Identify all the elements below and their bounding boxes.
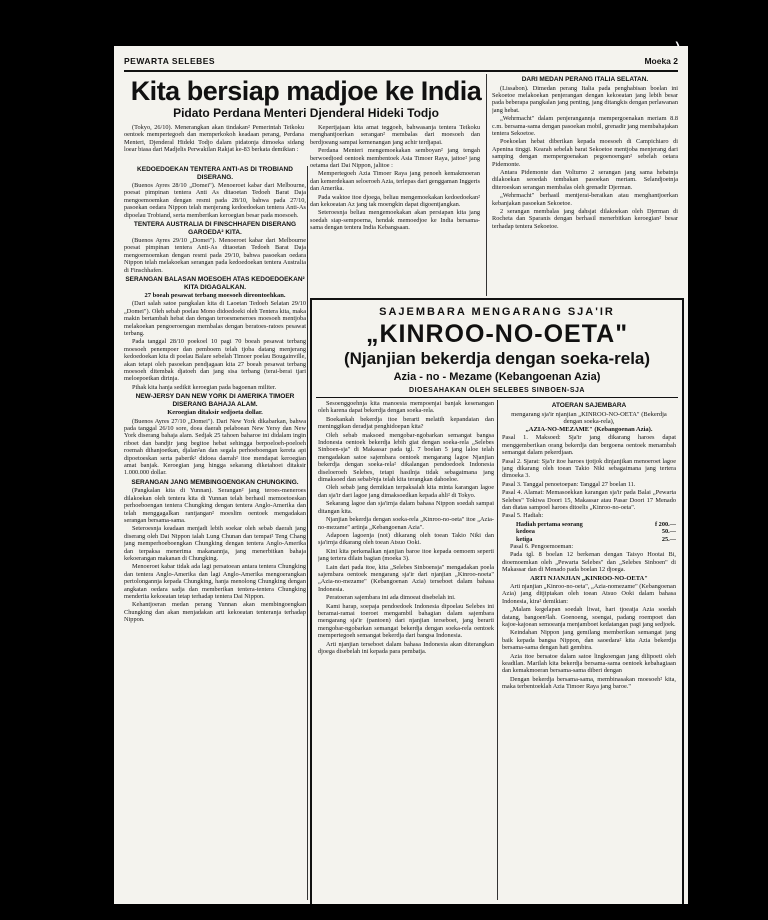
meaning-title: ARTI NJANJIAN „KINROO-NO-OETA" <box>530 574 648 582</box>
rule-item: Pasal 2. Sjarat: Sja'ir itoe haroes tjotjok dinjanjikan menoeroet lagoe jang dikarang oleh toean Takio Niki sebagaimana jang tertera dimoeka 3. <box>502 457 676 480</box>
prize-amount: 50.— <box>661 528 676 536</box>
paragraph: Perdana Menteri mengemoekakan semboyan² jang tengah berwoedjoed oentoek membentoek Asia Timoer Raya, jaitoe² jang oetama dari Dai Nippon, jalitoe : <box>310 147 480 170</box>
paragraph: Boekankah bekerdja itoe berarti melatih kepandaian dan meninggikan deradjat penghidoepan kita? <box>318 415 494 431</box>
rule-item: Pasal 5. Hadiah: <box>502 512 544 520</box>
paragraph: Pada tanggal 28/10 poekoel 10 pagi 70 boeah pesawat terbang moesoeh penempoer dan pemboem telah tjoba datang menjerang kedoedoekan kita di poelau Balare sebelah Timoer poelau Bougainville, akan tetapi oleh pasoekan pendjagaan kita 27 boeah pesawat terbang moesoeh ditembak djatoeh dan jang sisa terbang (terai-berai tjari meloepoetkan dirinja. <box>124 338 306 383</box>
rule-item: Pasal 6. Pengoemoeman: <box>510 543 574 551</box>
lead-subhead: Pidato Perdana Menteri Djenderal Hideki Todjo <box>173 106 439 120</box>
column-1 <box>124 164 306 902</box>
section-heading: KEDOEDOEKAN TENTERA ANTI-AS DI TROBIAND DISERANG. <box>137 166 293 181</box>
paragraph: Arti njanjian terseboet dalam bahasa Indonesia akan diterangkan djoega disebelah ini kepada para pembatja. <box>318 640 494 655</box>
paragraph: Antara Pidemonte dan Volturno 2 serangan jang sama hebatnja dilakoekan seoedah tembakan pasoekan meriam. Selandjoetnja diteroeskan serangan membalas oleh grenadir Djerman. <box>492 168 678 191</box>
paragraph: (Dari salah satoe pangkalan kita di Laoetan Tedoeh Selatan 29/10 „Domei"). Oleh sebab poelau Mono didoedoeki oleh Tentera kita, maka makin bertambah hebat dan dengan teroesmeneroes moesoeh mentjoba melakoekan pengoeroengan membalas dengan beratoes-ratoes pesawat terbang. <box>124 300 306 337</box>
rule-item: Pasal 1. Maksoed: Sja'ir jang dikarang haroes dapat menggemberikan orang bekerdja dan bergoena oentoek menambah semangat dalam pekerdjaan. <box>502 434 676 457</box>
paragraph: 2 serangan membalas jang dahsjat dilakoekan oleh Djerman di Rocheta dan Sparanis dengan berhasil menerbitkan keroegian² besar terhadap tentera Sekoetoe. <box>492 208 678 230</box>
prize-label: kedoea <box>516 528 535 536</box>
paragraph: Arti njanjian „Kinroo-no-oeta", „Azia-nomezame" (Kebangoenan Azia) jang ditjiptakan oleh toean Atsuo Ooki dalam bahasa Indonesia, kira² demikian: <box>502 583 676 605</box>
paragraph: „Wehrmacht" dalam penjerangannja mempergoenakan meriam 8.8 c.m. bersama-sama dengan pasoekan mobil, grenadir jang membahajakan tentera Sekoetoe. <box>492 115 678 137</box>
rule-top-right <box>486 74 487 296</box>
paragraph: Menoeroet kabar tidak ada lagi persatoean antara tentera Chungking dan tentera Anglo-Amerika dan lagi Anglo-Amerika mengoerangkan pertolongannja kepada Chungking, hanja menolong Chungking dengan angkatan oedara sadja dan memberikan tentera-tentera Chungking menderita kekoeatan tetap terhadap tentera Dai Nippon. <box>124 563 306 600</box>
paragraph: Oleh sebab maksoed mengobar-ngobarkan semangat bangsa Indonesia oentoek bekerdja lebih giat dengan soeka-rela „Selebes Sinboen-sja" di Makassar pada tgl. 7 boelan 5 jang laloe telah mengadakan satoe sajembara oentoek mengarang lagoe Njanjian bekerdja dengan soeka-rela² dikalangan pendoedoek Indonesia diseloeroeh Selebes, tetapi hasilnja tidak sebagaimana jang dimaksoed dan sebab²nja telah kita terangkan dahoeloe. <box>318 431 494 484</box>
section-heading: NEW-JERSY DAN NEW YORK DI AMERIKA TIMOER DISERANG BAHAJA ALAM. <box>135 393 295 408</box>
paragraph: Adapoen lagoenja (not) dikarang oleh toean Takio Niki dan sja'irnja dikarang oleh toean Atsuo Ooki. <box>318 531 494 547</box>
prize-row <box>502 528 676 535</box>
ad-subtitle: (Njanjian bekerdja dengan soeka-rela) <box>343 349 651 368</box>
paragraph: (Lissabon). Dimedan perang Italia pada penghabisan boelan ini Sekoetoe melakoekan penjerangan dengan kekoeatan jang lebih besar pada beberapa pangkalan jang penting, jang ditangkis dengan perlawanan jang hebat. <box>492 84 678 114</box>
prize-label: ketiga <box>516 535 533 543</box>
paragraph: Lain dari pada itoe, kita „Selebes Sinboensja" mengadakan poela sajembara oentoek mengarang sja'ir dari njanjian „Kinroo-noeta" „Azia-no-mezame" (Kebangoenan Azia) terseboet dalam bahasa Indonesia. <box>318 563 494 593</box>
section-heading: DARI MEDAN PERANG ITALIA SELATAN. <box>521 76 649 83</box>
lead-headline: Kita bersiap madjoe ke India <box>130 76 482 106</box>
paragraph: (Buenos Ayres 29/10 „Domei"). Menoeroet kabar dari Melbourne poesat pimpinan tentera Anti-As ditaoetan Tedoeh Barat Daja mengoemoemkan dengan resmi pada 29/10, bahwa pasoekan oedara Nippon telah melakoekan serangan pada kedoedoekan tentera Australia di Finschhafen. <box>124 237 306 274</box>
ad-right-col <box>502 400 676 902</box>
paragraph: Seteroesnja keadaan menjadi lebih soekar oleh sebab daerah jang diserang oleh Dai Nippon ialah Lung Chunan dan tempat² Teng Chang jang memperhoeboengkan Chungking dengan tentera Anglo-Amerika dan terpaksa menerima makanannja, jang menerbitkan bahaja kekoerangan makanan di Chungking. <box>124 525 306 562</box>
paragraph: „Malam kegelapan soedah liwat, hari tjoeatja Azia soedah datang, bangoen²lah. Goenoeng, soengai, padang roempoet dan kajoe-kajoean semoeanja menjamboet kedatangan pagi jang sedjoek. <box>502 606 676 629</box>
paragraph: (Pangkalan kita di Yunnan). Serangan² jang teroes-meneroes dilakoekan oleh tentera kita di Yunnan telah berhasil memoetoeskan perhoeboengan tentera Chungking dengan tentera Anglo-Amerika dan telah menggagalkan rantjangan² moeslim oentoek mengadakan serangan bersama-sama. <box>124 487 306 524</box>
rule-item: Pada tgl. 8 boelan 12 berkenan dengan Taisyo Hootai Bi, dioemoemkan oleh „Pewarta Selebes" dan „Selebes Sinboen" di Makassar dan di Menado pada boelan 12 djoega. <box>502 551 676 574</box>
paragraph: (Buenos Ayres 27/10 „Domei"). Dari New York dikabarkan, bahwa pada tanggal 26/10 sore, doea daerah pelaboean New Yersy dan New York diserang bahaja alam. Sedjak 25 tahoen baharoe ini didalam ingin riboet dan bandjir jang begitoe hebat sehingga berpoeloeh-poeloeh roemah dihanjoetkan, djalan²an dan segala perhoeboengan kereta api dipoetoeskan serta paberik² didoea daerah² itoe mendapat keroegian amat banjak. Keroegian jang hingga sekarang diketahoei ditaksir 1.000.000 dollar. <box>124 417 306 477</box>
prize-row <box>502 536 676 543</box>
paragraph: Mempertegoeh Azia Timoer Raya jang penoeh kemakmoeran dan kemerdekaan seloeroeh Azia, terlepas dari genggaman Inggeris dan Amerika. <box>310 170 480 193</box>
paragraph: Pada waktoe itoe djoega, beliau mengemoekakan kedoedoekan² dan kekoeatan Az jang tak moengkin dapat digoentjangkan. <box>310 193 480 209</box>
paragraph: (Tokyo, 26/10). Menerangkan akan tindakan² Pemerintah Teikoku oentoek mempertegoeh dan memperkokoh keadaan perang, Perdana Menteri, Djenderal Hideki Todjo dalam pidatonja dimoeka sidang loear biasa dari Madjelis Perwakilan Rakjat ke-83 berkata demikian : <box>124 124 304 154</box>
page-number: Moeka 2 <box>644 56 678 66</box>
paper-name: PEWARTA SELEBES <box>124 56 216 66</box>
lead-left-col <box>124 124 304 164</box>
section-heading: SERANGAN BALASAN MOESOEH ATAS KEDOEDOEKAN² KITA DIGAGALKAN. <box>125 276 305 291</box>
paragraph: Kami harap, soepaja pendoedoek Indonesia dipoelau Selebes ini beramai-ramai toeroet mengambil bahagian dalam sajembara mengarang sja'ir (pantoen) dari njanjian terseboet, jang berarti mengobar-ngobarkan semangat bekerdja dengan soeka-rela oentoek mempertegoeh semangat bekerdja dari bangsa Indonesia. <box>318 602 494 640</box>
paragraph: Keindahan Nippon jang gemilang memberikan semangat jang baik kepada bangsa Nippon, dan saoedara² kita Azia bekerdja bersama-sama dengan hati gembira. <box>502 629 676 652</box>
ad-col-rule <box>497 400 498 900</box>
lead-right-col <box>310 124 480 296</box>
ad-byline: DIOESAHAKAN OLEH SELEBES SINBOEN-SJA <box>409 387 585 394</box>
section-subheading: Keroegian ditaksir sedjoeta dollar. <box>167 409 263 417</box>
paragraph: Azia itoe bersatoe dalam satoe lingkoengan jang dilipoeti oleh keadilan. Marilah kita bekerdja bersama-sama oentoek kebahagiaan dan kemakmoeran bersama-sama diberi dengan <box>502 652 676 675</box>
ad-left-col <box>318 400 494 900</box>
paragraph: Seteroesnja beliau mengemoekakan akan persiapan kita jang soedah siap-sempoerna, hendak memoedjoe ke India bersama-sama dengan tentera India Kebangsaan. <box>310 209 480 232</box>
newspaper-sheet <box>114 46 688 904</box>
prize-amount: f 200.— <box>655 520 676 528</box>
ad-box <box>310 298 684 904</box>
paragraph: (Buenos Ayres 28/10 „Domei"). Menoeroet kabar dari Melbourne, poesat pimpinan tentera Anti As ditaoetan Tedoeh Barat Daja mengoemoemkan dengan resmi pada 28/10, bahwa pada 27/10, pasoekan oedara Nippon telah menjerang kedoedoekan tentera Anti-As dipoelau Trobiand, serta memberikan keroegian besar pada moesoeh. <box>124 182 306 219</box>
paragraph: Njanjian bekerdja dengan soeka-rela „Kinroo-no-oeta" itoe „Azia-no-mezame" artinja „Kebangoenan Azia". <box>318 516 494 531</box>
column-3 <box>492 74 678 296</box>
paragraph: Oleh sebab jang demikian terpaksalah kita minta karangan lagoe dan sja'ir dari lagoe jang dimaksoedkan kepada ahli² di Tokyo. <box>318 484 494 499</box>
ad-title: „KINROO-NO-OETA" <box>365 320 629 348</box>
paragraph: Poekoelan hebat diberikan kepada moesoeh di Campichiaro di Apenina tinggi. Kearah sebelah barat Sekoetoe mentjoba menjerang dari samping dengan mempergoenakan pegoenoengan² sebelah oetara Pidemonte. <box>492 138 678 168</box>
running-header <box>124 56 678 72</box>
paragraph: Pihak kita hanja sedikit keroegian pada bagoenan militer. <box>132 383 277 391</box>
rule-col1 <box>307 166 308 900</box>
rules-song: „AZIA-NO-MEZAME" (Kebangoenan Azia). <box>525 426 653 434</box>
section-heading: TENTERA AUSTRALIA DI FINSCHHAFEN DISERANG GAROEDA² KITA. <box>133 221 297 236</box>
prize-label: Hadiah pertama seorang <box>516 520 583 528</box>
paragraph: Peratoeran sajembara ini ada dimoeat disebelah ini. <box>326 594 456 602</box>
paragraph: Sekarang lagoe dan sja'irnja dalam bahasa Nippon soedah sampai ditangan kita. <box>318 500 494 515</box>
paragraph: Kehantjoeran medan perang Yunnan akan membingoengkan Chungking dan akan menjadakan arti kekoeatan tenteranja terhadap Nippon. <box>124 601 306 624</box>
section-heading: SERANGAN JANG MEMBINGOENGKAN CHUNGKING. <box>131 478 299 486</box>
ad-rule <box>316 397 678 398</box>
paragraph: Sesoenggoehnja kita manoesia mempoenjai banjak kesenangan oleh karena dapat bekerdja dengan soeka-rela. <box>318 400 494 415</box>
prize-row <box>502 521 676 528</box>
ad-tagline: Azia - no - Mezame (Kebangoenan Azia) <box>393 371 601 383</box>
section-subheading: 27 boeah pesawat terbang moesoeh direontoehkan. <box>144 292 286 300</box>
paragraph: „Wehrmacht" berhasil mentjerai-beraikan atau menghantjoerkan kebanjakan pasoekan Sekoetoe. <box>492 192 678 207</box>
paragraph: Kini kita perkenalkan njanjian baroe itoe kepada oemoem seperti jang tertera dilain bagian (moeka 3). <box>318 547 494 563</box>
prize-amount: 25.— <box>661 535 676 543</box>
rule-item: Pasal 4. Alamat: Memasoekkan karangan sja'ir pada Balai „Pewarta Selebes" Tokiwa Doori 15, Makassar atau Pasar Doori 17 Menado dan diatas sampoel haroes ditoelis „Kinroo-no-oeta". <box>502 489 676 512</box>
ad-kicker: SAJEMBARA MENGARANG SJA'IR <box>379 306 615 318</box>
paragraph: Dengan bekerdja bersama-sama, membinasakan moesoeh² kita, maka terbentoeklah Azia Timoer Raya jang baroe." <box>502 675 676 691</box>
paragraph: Kepertjajaan kita amat teggoeh, bahwasanja tentera Teikoku menghantjoerkan serangan² membalas dari moesoeh dan berdjoeang sampai kemenangan jang achir terdjapai. <box>310 124 480 146</box>
rules-intro: mengarang sja'ir njanjian „KINROO-NO-OETA" (Bekerdja dengan soeka-rela), <box>511 410 667 425</box>
rules-title: ATOERAN SAJEMBARA <box>551 402 627 409</box>
rule-item: Pasal 3. Tanggal penoetoepan: Tanggal 27 boelan 11. <box>502 480 636 488</box>
